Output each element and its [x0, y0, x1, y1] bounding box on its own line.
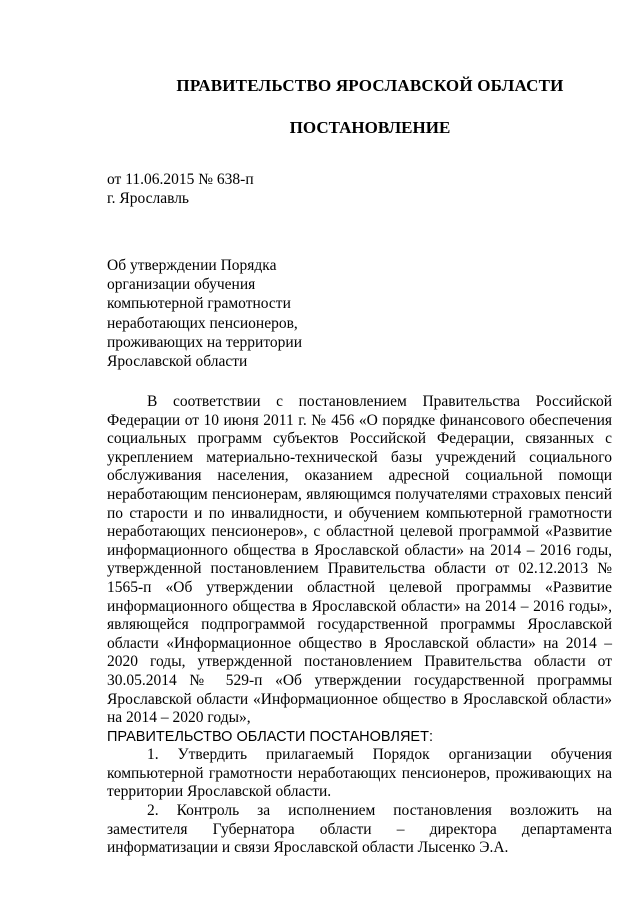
subject-line: проживающих на территории: [107, 333, 302, 351]
city: г. Ярославль: [107, 190, 189, 207]
subject-line: неработающих пенсионеров,: [107, 314, 298, 332]
subject-line: Об утверждении Порядка: [107, 257, 277, 274]
preamble-paragraph: В соответствии с постановлением Правительства Российской Федерации от 10 июня 2011 г. № 456 «О порядке финансового обеспечения социальных программ субъектов Российской Федерации, связанных с укреплением материально-технической базы учреждений социального обслуживания населения, оказанием адресной социальной помощи неработающим пенсионерам, являющимся получателями страховых пенсий по старости и по инвалидности, и обучением компьютерной грамотности неработающих пенсионеров», с областной целевой программой «Развитие информационного общества в Ярославской области» на 2014 – 2016 годы, утвержденной постановлением Правительства области от 02.12.2013 № 1565-п «Об утверждении областной целевой программы «Развитие информационного общества в Ярославской области» на 2014 – 2016 годы», являющейся подпрограммой государственной программы Ярославской области «Информационное общество в Ярославской области» на 2014 – 2020 годы, утвержденной постановлением Правительства области от 30.05.2014 № 529-п «Об утверждении государственной программы Ярославской области «Информационное общество в Ярославской области» на 2014 – 2020 годы»,: [107, 393, 612, 727]
date-number: от 11.06.2015 № 638-п: [107, 171, 254, 188]
subject-line: Ярославской области: [107, 353, 248, 371]
document-meta: [107, 170, 254, 208]
document-type-title: ПОСТАНОВЛЕНИЕ: [289, 118, 451, 137]
item-2-paragraph: 2. Контроль за исполнением постановления возложить на заместителя Губернатора области – директора департамента информатизации и связи Ярославской области Лысенко Э.А.: [107, 802, 612, 857]
decree-heading: ПРАВИТЕЛЬСТВО ОБЛАСТИ ПОСТАНОВЛЯЕТ:: [107, 728, 433, 745]
document-body: [107, 393, 612, 858]
subject-line: организации обучения: [107, 276, 256, 294]
government-title: ПРАВИТЕЛЬСТВО ЯРОСЛАВСКОЙ ОБЛАСТИ: [176, 76, 564, 95]
document-subject: [107, 256, 327, 371]
item-1-paragraph: 1. Утвердить прилагаемый Порядок организации обучения компьютерной грамотности неработающих пенсионеров, проживающих на территории Ярославской области.: [107, 746, 612, 801]
subject-line: компьютерной грамотности: [107, 295, 291, 313]
